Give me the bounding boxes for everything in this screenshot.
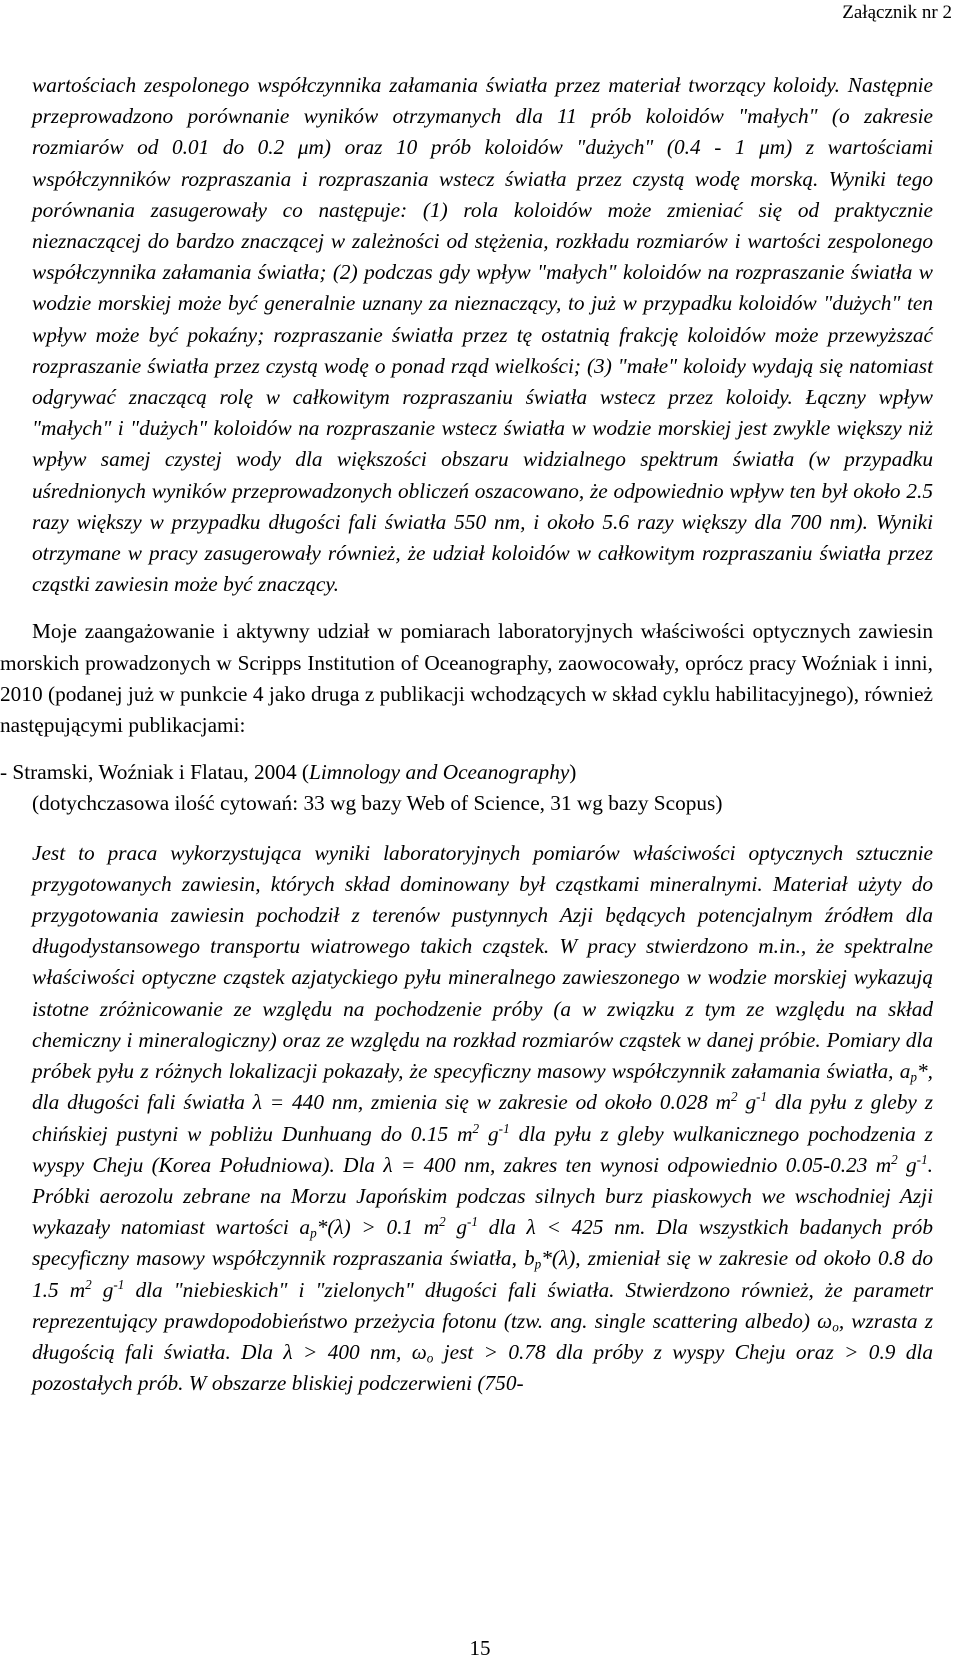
paragraph-involvement: Moje zaangażowanie i aktywny udział w pomiarach laboratoryjnych właściwości optycznych zawiesin morskich prowadzonych w Scripps Institution of Oceanography, zaowocowały, oprócz pracy Woźniak i inni, 2010 (podanej już w punkcie 4 jako druga z publikacji wchodzących w skład cyklu habilitacyjnego), również następującymi publikacjami:: [0, 619, 933, 738]
page-number: 15: [469, 1636, 491, 1660]
subscript: o: [832, 1319, 839, 1335]
abstract-text: dla "niebieskich" i "zielonych" długości fali światła. Stwierdzono również, że parametr reprezentujący prawdopodobieństwo przeżycia fotonu (tzw. ang. single scattering albedo) ω: [32, 1277, 933, 1333]
abstract-text: dla pyłu z gleby wulkanicznego pochodzenia z wyspy Cheju (Korea Południowa). Dla λ = 400 nm, zakres ten wynosi odpowiednio 0.05-0.23 m: [32, 1121, 933, 1177]
subscript: p: [534, 1256, 542, 1272]
abstract-text: g: [479, 1121, 499, 1146]
paragraph-abstract: [0, 838, 933, 1400]
abstract-text: , wzrasta z długością fali światła. Dla λ > 400 nm, ω: [32, 1308, 933, 1364]
abstract-text: dla pyłu z gleby z chińskiej pustyni w pobliżu Dunhuang do 0.15 m: [32, 1090, 933, 1146]
superscript: -1: [756, 1089, 768, 1105]
publication-citations: (dotychczasowa ilość cytowań: 33 wg bazy Web of Science, 31 wg bazy Scopus): [32, 791, 723, 816]
subscript: p: [910, 1069, 918, 1085]
subscript: p: [310, 1225, 317, 1241]
abstract-text: *, dla długości fali światła λ = 440 nm, zmienia się w zakresie od około 0.028 m: [32, 1059, 933, 1115]
superscript: 2: [472, 1120, 480, 1136]
superscript: 2: [85, 1276, 92, 1292]
document-body: [0, 70, 933, 1399]
superscript: 2: [731, 1089, 738, 1105]
superscript: -1: [467, 1214, 479, 1230]
abstract-text: . Próbki aerozolu zebrane na Morzu Japońskim podczas silnych burz piaskowych we wschodniej Azji wykazały natomiast wartości a: [32, 1152, 933, 1240]
superscript: 2: [891, 1151, 898, 1167]
publication-journal: Limnology and Oceanography: [309, 760, 570, 785]
superscript: -1: [498, 1120, 510, 1136]
superscript: -1: [113, 1276, 125, 1292]
superscript: 2: [439, 1214, 446, 1230]
abstract-text: g: [445, 1215, 468, 1240]
paragraph-colloids: wartościach zespolonego współczynnika załamania światła przez materiał tworzący koloidy. Następnie przeprowadzono porównanie wyników otrzymanych dla 11 prób koloidów "małych" (o zakresie rozmiarów od 0.01 do 0.2 μm) oraz 10 prób koloidów "dużych" (0.4 - 1 μm) z wartościami współczynników rozpraszania i rozpraszania wstecz światła przez czystą wodę morską. Wyniki tego porównania zasugerowały co następuje: (1) rola koloidów może zmieniać się od praktycznie nieznaczącej do bardzo znaczącej w zależności od stężenia, rozkładu rozmiarów i wartości zespolonego współczynnika załamania światła; (2) podczas gdy wpływ "małych" koloidów na rozpraszanie światła w wodzie morskiej może być generalnie uznany za nieznaczący, to już w przypadku koloidów "dużych" ten wpływ może być pokaźny; rozpraszanie światła przez tę ostatnią frakcję koloidów może przewyższać rozpraszanie światła przez czystą wodę o ponad rząd wielkości; (3) "małe" koloidy wydają się natomiast odgrywać znaczącą rolę w całkowitym rozpraszaniu światła wstecz przez koloidy. Łączny wpływ "małych" i "dużych" koloidów na rozpraszanie wstecz światła w wodzie morskiej jest zwykle większy niż wpływ samej czystej wody dla większości obszaru widzialnego spektrum światła (w przypadku uśrednionych wyników przeprowadzonych obliczeń oszacowano, że odpowiednio wpływ ten był około 2.5 razy większy w przypadku długości fali światła 550 nm, i około 5.6 razy większy dla 700 nm). Wyniki otrzymane w pracy zasugerowały również, że udział koloidów w całkowitym rozpraszaniu światła przez cząstki zawiesin może być znaczący.: [32, 73, 933, 597]
abstract-text: *(λ), zmieniał się w zakresie od około 0.8 do 1.5 m: [32, 1246, 934, 1302]
abstract-text: g: [91, 1277, 114, 1302]
abstract-text: *(λ) > 0.1 m: [316, 1215, 440, 1240]
publication-entry: [0, 757, 933, 788]
superscript: -1: [916, 1151, 928, 1167]
publication-close: ): [569, 760, 577, 785]
abstract-text: Jest to praca wykorzystująca wyniki laboratoryjnych pomiarów właściwości optycznych sztucznie przygotowanych zawiesin, których skład dominowany był cząstkami mineralnymi. Materiał użyty do przygotowania zawiesin pochodził z terenów pustynnych Azji będących potencjalnym źródłem dla długodystansowego transportu wiatrowego takich cząstek. W pracy stwierdzono m.in., że spektralne właściwości optyczne cząstek azjatyckiego pyłu mineralnego zawieszonego w wodzie morskiej wykazują istotne zróżnicowanie ze względu na pochodzenie próby (a w związku z tym ze względu na skład chemiczny i mineralogiczny) oraz ze względu na rozkład rozmiarów cząstek w danej próbie. Pomiary dla próbek pyłu z różnych lokalizacji pokazały, że specyficzny masowy współczynnik załamania światła, a: [32, 840, 933, 1084]
publication-authors: - Stramski, Woźniak i Flatau, 2004 (: [0, 760, 310, 785]
abstract-text: dla λ < 425 nm. Dla wszystkich badanych prób specyficzny masowy współczynnik rozpraszania światła, b: [32, 1215, 933, 1271]
abstract-text: g: [897, 1152, 917, 1177]
subscript: o: [426, 1350, 434, 1366]
abstract-text: jest > 0.78 dla próby z wyspy Cheju oraz > 0.9 dla pozostałych prób. W obszarze bliskiej podczerwieni (750-: [32, 1339, 933, 1396]
attachment-header: Załącznik nr 2: [842, 2, 952, 23]
abstract-text: g: [737, 1090, 757, 1115]
